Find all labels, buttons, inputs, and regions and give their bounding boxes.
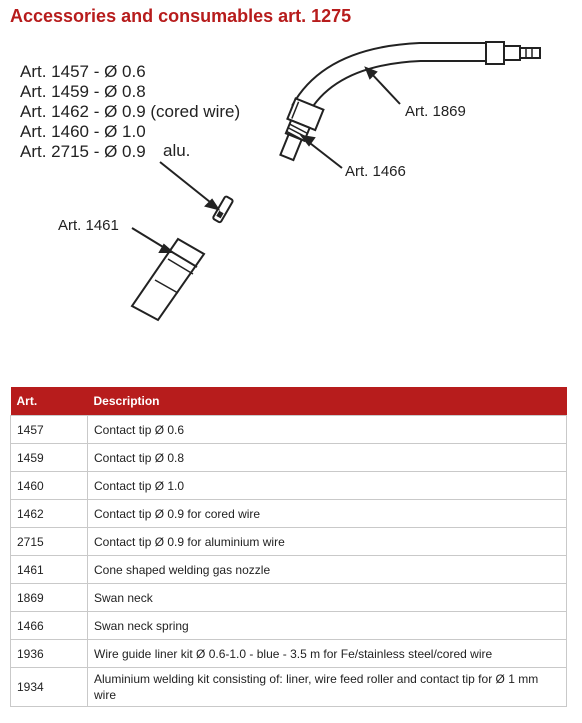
cell-description: Swan neck — [88, 584, 567, 612]
table-row — [11, 472, 567, 500]
tip-label-2715: Art. 2715 - Ø 0.9 — [20, 142, 146, 161]
cell-description: Contact tip Ø 1.0 — [88, 472, 567, 500]
table-row — [11, 668, 567, 707]
cell-art: 1936 — [11, 640, 88, 668]
cell-art: 1461 — [11, 556, 88, 584]
cell-description: Contact tip Ø 0.9 for cored wire — [88, 500, 567, 528]
cell-description: Contact tip Ø 0.9 for aluminium wire — [88, 528, 567, 556]
table-header-row — [11, 387, 567, 416]
spring-label: Art. 1466 — [345, 163, 406, 180]
page-title: Accessories and consumables art. 1275 — [10, 6, 352, 26]
cell-description: Contact tip Ø 0.8 — [88, 444, 567, 472]
tip-label-1462: Art. 1462 - Ø 0.9 (cored wire) — [20, 102, 241, 121]
tip-label-1460: Art. 1460 - Ø 1.0 — [20, 122, 146, 141]
header-description: Description — [88, 387, 567, 416]
nozzle-label: Art. 1461 — [58, 217, 119, 234]
table-row — [11, 444, 567, 472]
cell-art: 2715 — [11, 528, 88, 556]
table-row — [11, 584, 567, 612]
cell-art: 1462 — [11, 500, 88, 528]
alu-label: alu. — [163, 141, 191, 160]
cell-art: 1869 — [11, 584, 88, 612]
swan-neck-spring — [274, 98, 324, 163]
table-row — [11, 556, 567, 584]
torch-accessories-diagram — [0, 30, 582, 360]
table-row — [11, 416, 567, 444]
tip-label-1457: Art. 1457 - Ø 0.6 — [20, 62, 146, 81]
accessories-table — [10, 387, 567, 707]
cell-description: Swan neck spring — [88, 612, 567, 640]
leader-lines — [132, 68, 400, 252]
table-row — [11, 528, 567, 556]
swan-neck-label: Art. 1869 — [405, 103, 466, 120]
cell-art: 1459 — [11, 444, 88, 472]
cell-art: 1466 — [11, 612, 88, 640]
cell-art: 1460 — [11, 472, 88, 500]
table-row — [11, 612, 567, 640]
cell-description: Aluminium welding kit consisting of: liner, wire feed roller and contact tip for Ø 1 mm wire — [88, 668, 567, 707]
table-row — [11, 640, 567, 668]
cell-description: Wire guide liner kit Ø 0.6-1.0 - blue - 3.5 m for Fe/stainless steel/cored wire — [88, 640, 567, 668]
cell-art: 1934 — [11, 668, 88, 707]
cell-description: Contact tip Ø 0.6 — [88, 416, 567, 444]
cell-description: Cone shaped welding gas nozzle — [88, 556, 567, 584]
tip-label-1459: Art. 1459 - Ø 0.8 — [20, 82, 146, 101]
header-art: Art. — [11, 387, 88, 416]
cell-art: 1457 — [11, 416, 88, 444]
swan-neck — [300, 42, 540, 110]
table-row — [11, 500, 567, 528]
